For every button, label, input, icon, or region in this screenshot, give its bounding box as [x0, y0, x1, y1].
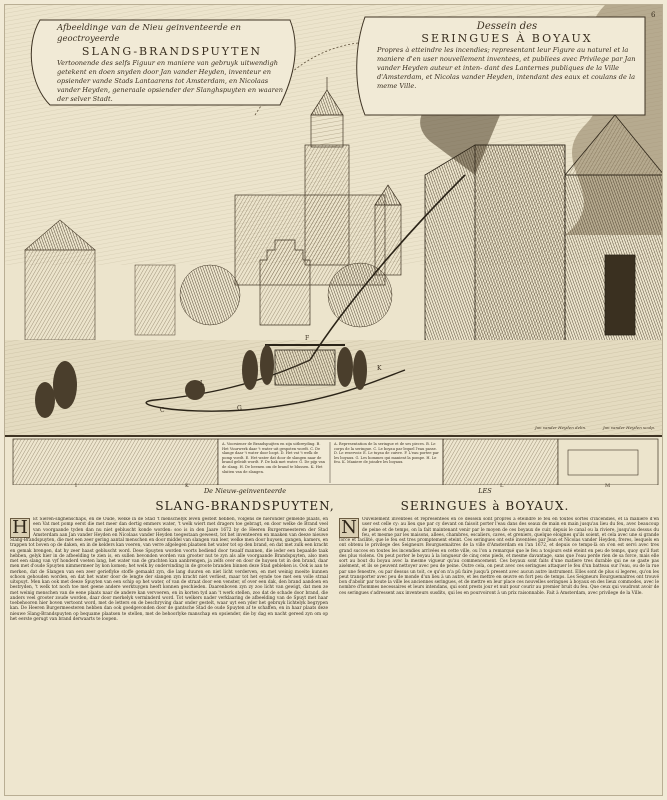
heading-dutch — [145, 487, 345, 495]
heading-dutch-big: SLANG-BRANDSPUYTEN, — [155, 499, 335, 513]
heading-french-big-wrap — [365, 499, 605, 513]
dropcap-dutch: H — [10, 518, 30, 538]
panel-letter: L — [500, 483, 504, 489]
print-sheet — [4, 4, 663, 796]
heading-dutch-small: De Nieuw-geinventeerde — [203, 487, 287, 495]
text-column-french — [339, 517, 659, 793]
cartouche-right-body: Propres à etteindre les incendies; representant leur Figure au naturel et la maniere d'en user nouvellement inventees, et publiees avec Privilege par Jan vander Heyden auteur et inten- dant des Lanternes publiques de la Ville d'Amsterdam, et Nicolas vander Heyden, intendant des eaux et coulans de la meme Ville. — [377, 46, 636, 90]
signature-left: Jan vander Heyden delin. — [535, 425, 587, 430]
cartouche-left-body: Vertoonende des selfs Figuur en maniere van gebruyk uitwendigh getekent en doen snyden door Jan vander Heyden, inventeur en opsiender vande Stads Lantaarens tot Amsterdam, en Nicolaas vander Heyden, generaale opsiender der Slanghspuyten en waaren der selver Stadt. — [57, 59, 283, 103]
cartouche-right — [377, 21, 637, 91]
figure-letter: F — [305, 335, 310, 342]
figure-letter: C — [160, 407, 165, 414]
heading-dutch-big-wrap — [125, 499, 365, 513]
figure-letter: G — [237, 405, 242, 412]
text-column-dutch — [10, 517, 328, 793]
panel-letter: K — [185, 483, 189, 489]
cartouche-right-line1: Dessein des — [476, 21, 538, 32]
panel-letter: M — [605, 483, 611, 489]
body-text-french: Ouvellement inventees et representees en ce dessein sont propres à eteindre le feu en toutes sortes d'incendies, et la maniere d'en user est celle cy: au lieu que par cy devant on faisoit porter l'eau dans des seaux de main en main jusqu'au lieu du feu, avec beaucoup de peine et de temps, on la fait maintenant venir par le moyen de ces boyaux de cuir, depuis le canal ou la riviere, jusqu'au dessus du feu, et mesme par les maisons, allees, chambres, escaliers, caves, et greniers, quelque eloignes qu'ils soient, et cela avec une si grande force et facilité, que le feu est tres promptement eteint. Ces seringues ont esté inventées par Jean et Nicolas vander Heyden, freres, lesquels en ont obtenu le privilege des Seigneurs Bourguemaitres de la ville d'Amsterdam en l'an 1672, et depuis ce temps-là on s'en est servi avec tres grand succes en toutes les incendies arrivées en cette ville, ou l'on a remarqué que le feu a toujours esté eteint en peu de temps, quoy qu'il fust des plus violens. On peut porter le boyau à la longueur de cinq cens pieds, et mesme davantage, sans que l'eau perde rien de sa force, mais elle sort au bout du boyau avec la mesme vigueur qu'au commencement. Ces boyaux sont faits d'une matiere tres durable qui ne se gaste pas aisément, et ils se peuvent nettoyer avec peu de peine. Outre cela, on peut avec ces seringues attaquer le feu d'un batteau sur l'eau, ou de la rue par une fenestre, ou par dessus un toit, ce qu'on n'a pû faire jusqu'à present avec aucun autre instrument. Elles sont de plus si legeres, qu'on les peut transporter avec peu de monde d'un lieu à un autre, et les mettre en œuvre en fort peu de temps. Les Seigneurs Bourguemaitres ont trouvé bon d'abolir par toute la ville les anciennes seringues, et de mettre en leur place ces nouvelles seringues à boyaux en des lieux commodes, avec le nombre d'hommes necessaires et leurs intendans, qui sont prests jour et nuit pour courir au premier bruit du feu. Que ceux qui voudront avoir de ces seringues s'adressent aux inventeurs susdits, qui les en pourvoiront à un prix raisonnable. Fait à Amsterdam, avec privilege de la Ville. — [339, 517, 659, 596]
gabled-house-center — [260, 240, 310, 325]
figure-letter: K — [377, 365, 382, 372]
heading-french-small: LES — [478, 487, 492, 495]
dropcap-french: N — [339, 518, 359, 538]
signature-right: Jan vander Heyden sculp. — [603, 425, 656, 430]
fire-engine — [265, 345, 345, 385]
heading-french-big: SERINGUES à BOYAUX. — [400, 499, 570, 513]
body-text-dutch: Et Sieren-slighenschaps, en de Oude, welke in de Stad 't menschelyk leven gestelt hebben, volgens de hieronder gemelde plaats, en een Vat met pomp eerst die met meer dan dertig emmers water, 't welk wiert met dragers toe gebragt, en door welke de Brand veel van voorgaande tyden dan nu niet gebluscht konde worden: soo is in den Jaare 1672 by de Heeren Burgermeesteren der Stad Amsterdam aan Jan vander Heyden en Nicolaas vander Heyden toegestaan geweest, tot het inventeeren en maaken van deeze nieuwe Slang-Brandspuyten, die met een zeer gering aantal menschen en door middel van slangen van leer, welke men door huysen, gangen, kamers, en trappen tot boven op de daken, en in de kelders kan voeren, van verre afgelegen plaatsen het water tot op den brand, en dat met zulk een kracht en gemak brengen, dat hy zeer haast gebluscht word. Dese Spuyten worden voorts bediend door twaalf mannen, die ieder een bepaalde taak hebben, gelyk hier in de afbeelding te zien is, en sullen bevonden worden van grooter nut te zyn als alle voorgaande Brandspuyten, also men met een slang van vyf honderd voeten lang, het water van de grachten kan aanbrengen, ja zelfs over en door de huysen tot in den brand, daar men met d'oude Spuyten nimmermeer by kon komen; het welk by ondervinding in de groote branden binnen deze Stad gebleken is. Ook is aan te merken, dat de Slangen van een zeer gerieflyke stoffe gemaakt zyn, die lang duuren en niet licht verderven, en met weinig moeite kunnen schoon gehouden worden, en dat het water door de lengte der slangen zyn kracht niet verliest, maar tot het eynde toe met een volle straal uitspuyt. Men kan ook met deeze Spuyten van een schip op het water, of van de straat door een venster, of over een dak, den brand aandoen en bestryden, 't welk tot noch toe met geene andere werktuygen heeft konnen geschieden. Daarenboven zyn zy zoo licht van gewigt, dat men ze met weinig menschen van de eene plaats naar de andere kan vervoeren, en in korten tyd aan 't werk stellen, zoo dat de schade door brand, die anders veel grooter zoude worden, daar door merkelyk verminderd word. Tot welkers nader verklaaring de afbeelding van de Spuyt met haar toebehooren hier boven vertoont word, met de letters en de beschryving daar onder gestelt, waar uyt een yder het gebruyk lichtelyk begrypen kan. De Heeren Burgermeesteren hebben dan ook goedgevonden door de gantsche Stad de oude Spuyten af te schaffen, en in haar plaats deze nieuwe Slang-Brandspuyten op bequame plaatsen te stellen, met de behoorlyke manschap en opsiender, die by dag en nacht gereed zyn om op het eerste gerugt van brand derwaarts te loopen. — [10, 517, 328, 622]
cartouche-left-title: SLANG-BRANDSPUYTEN — [81, 45, 263, 58]
figure-letter: L — [200, 380, 204, 387]
page-number: 6 — [651, 11, 656, 19]
legend-french: A. Representation de la seringue et de ses pieces. B. Le corps de la seringue. C. Le boyau par lequel l'eau passe. D. Le reservoir. E. Le tuyau de cuivre. F. L'eau portee par les boyaux. G. Les hommes qui manient la pompe. H. Le feu. K. Maniere de joindre les boyaux. — [334, 442, 439, 465]
cartouche-left-line1: Afbeeldinge van de Nieu geinventeerde en geoctroyeerde — [57, 23, 241, 44]
panel-letter: I — [75, 483, 77, 489]
cartouche-left — [57, 23, 287, 104]
heading-french — [385, 487, 585, 495]
cartouche-right-title: SERINGUES À BOYAUX — [421, 32, 593, 45]
legend-dutch: A. Voorsiener de Brandspuijten en zijn uitbreyding. B. Het Vuurwerk daar 't water uit gespoten wordt. C. De slange daar 't water door loopt. D. Het vat 't welk de pomp voedt. E. Het water dat door de slangen naar de brand geleidt wordt. F. De bak met water. G. De pijp van de slang. H. De beenen om de brand te blussen. K. Het sluiten van de slangen. — [222, 442, 325, 474]
